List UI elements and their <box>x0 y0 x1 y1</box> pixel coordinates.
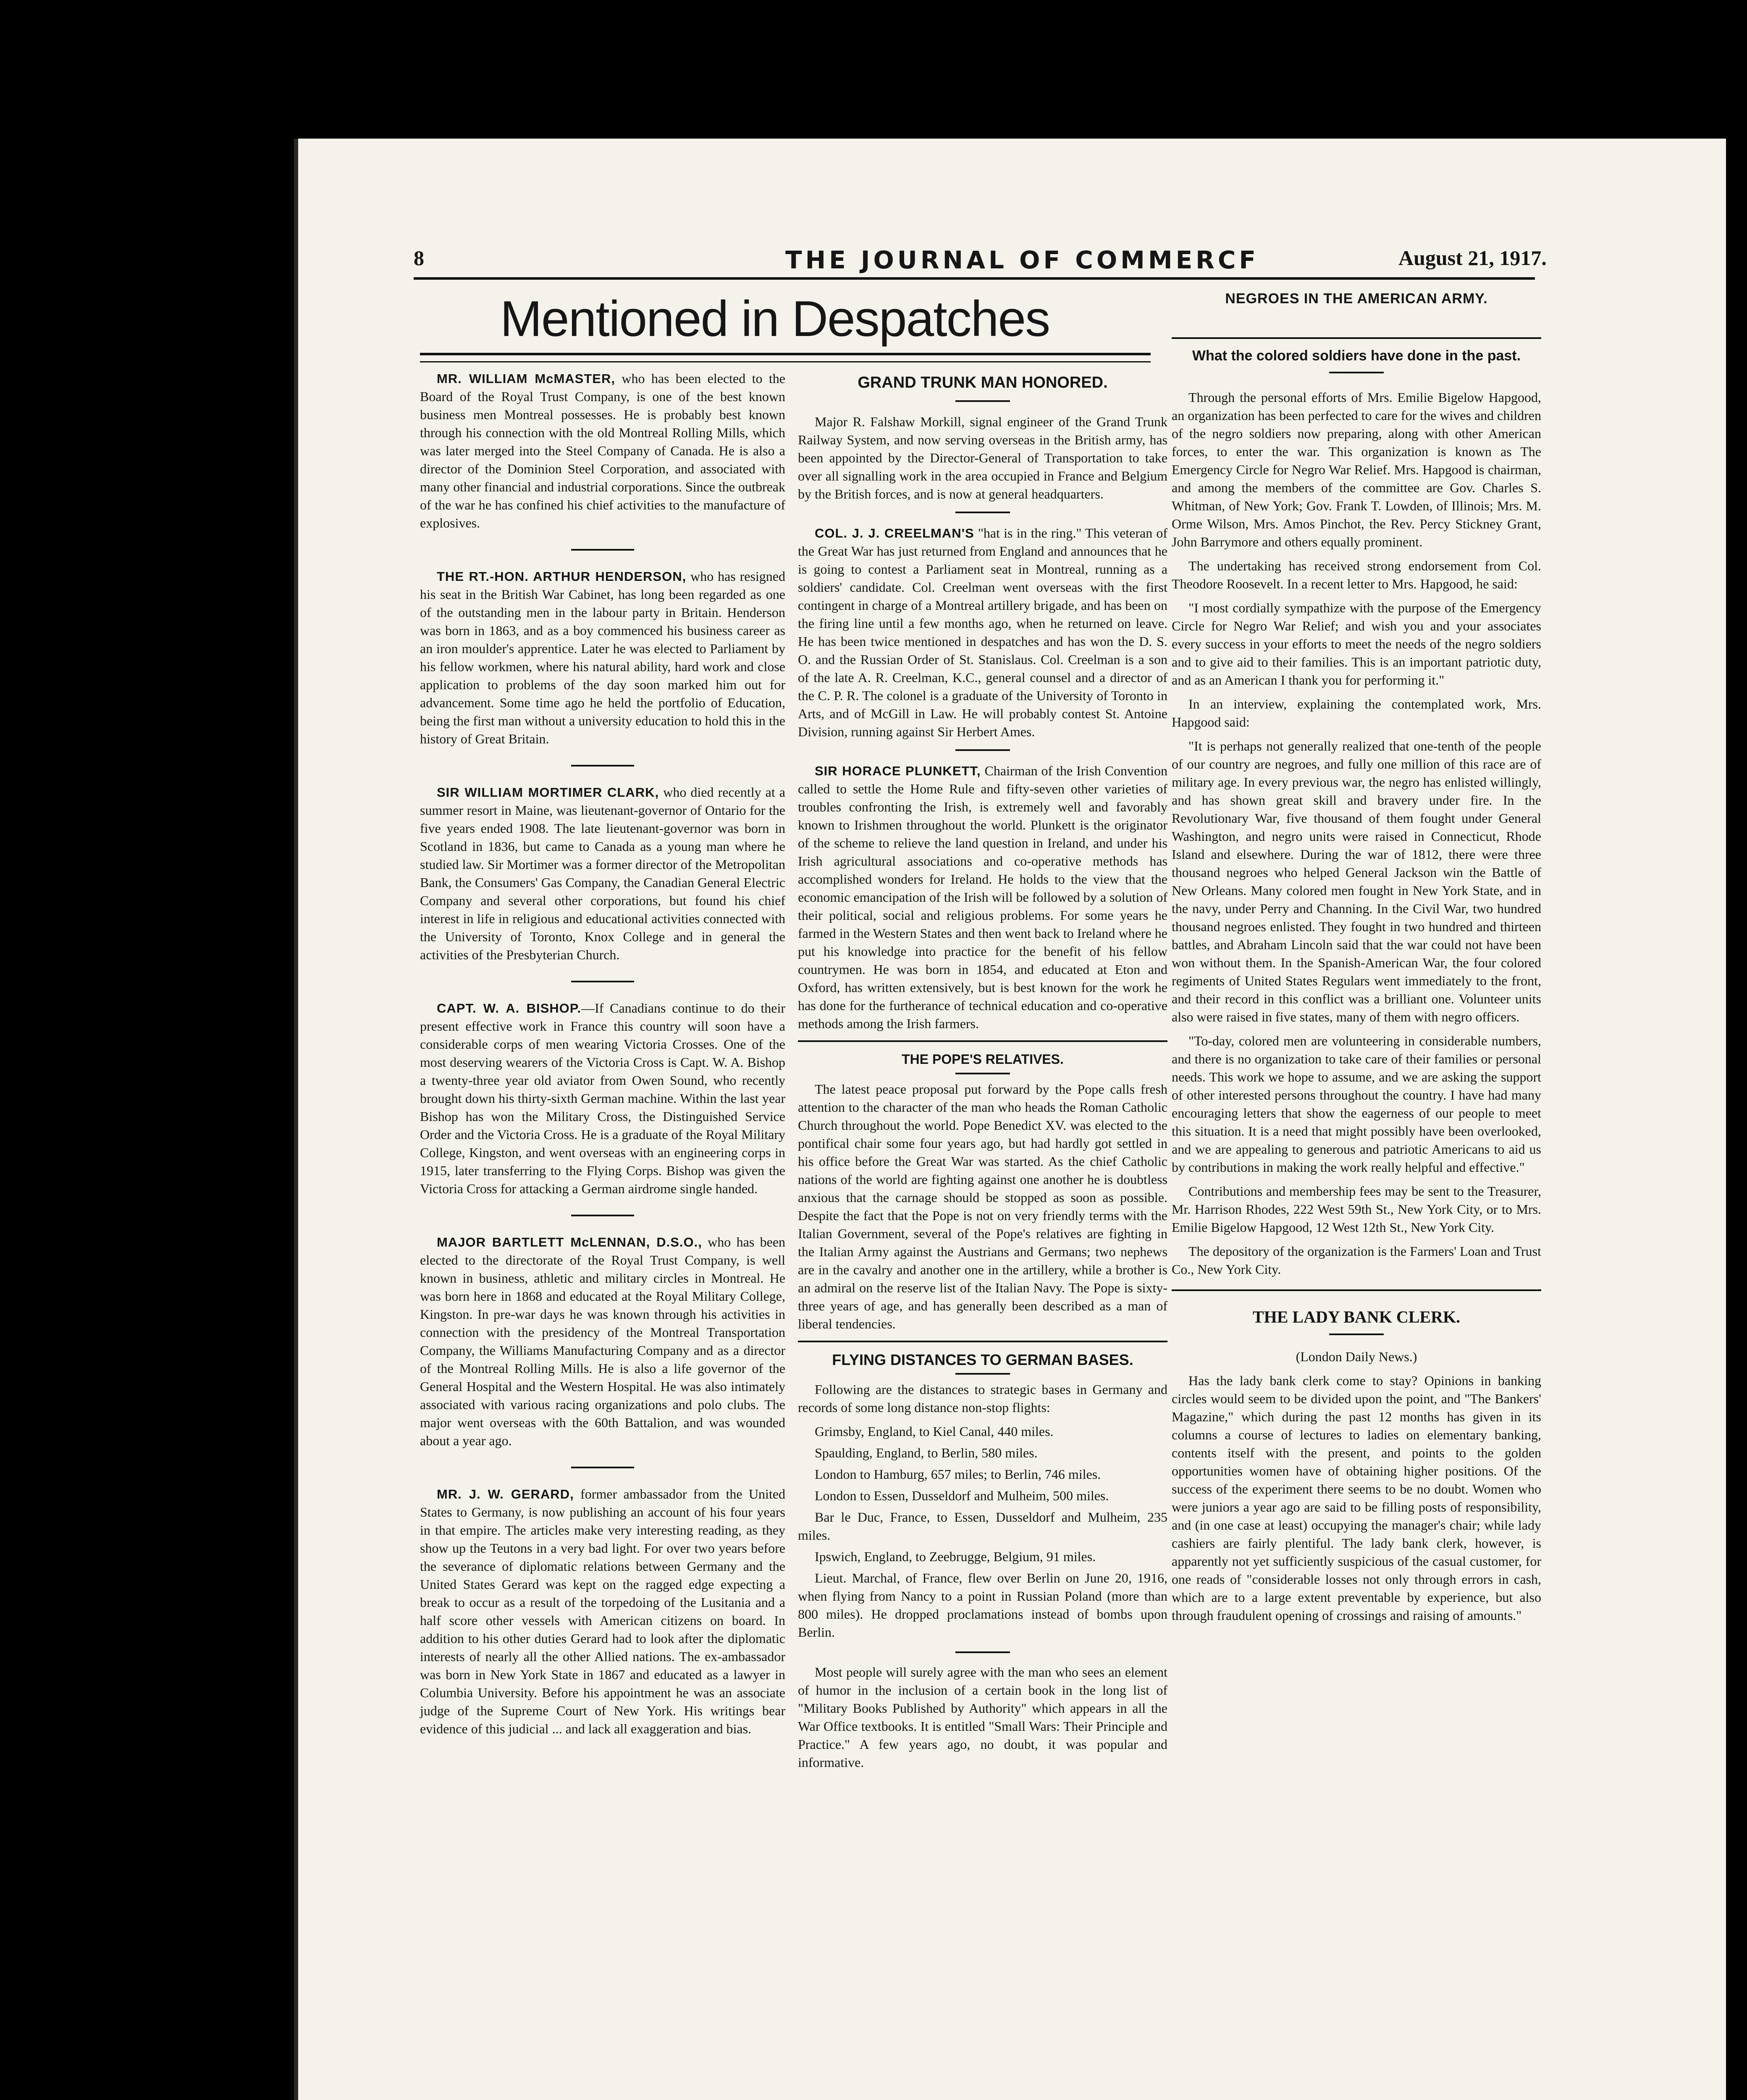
list-item: London to Essen, Dusseldorf and Mulheim, 500 miles. <box>815 1488 1109 1503</box>
mentioned-rule <box>420 353 1151 362</box>
journal-title: THE JOURNAL OF COMMERCF <box>785 246 1259 274</box>
separator <box>571 549 634 551</box>
item-text: —If Canadians continue to do their present effective work in France this country will soon have a considerable corps of men wearing Victoria Crosses. One of the most deserving wearers of the Victoria Cross is Capt. W. A. Bishop a twenty-three year old aviator from Owen Sound, who recently brought down his thirty-sixth German machine. Within the last year Bishop has won the Military Cross, the Distinguished Service Order and the Victoria Cross. He is a graduate of the Royal Military College, Kingston, and went overseas with an engineering corps in 1915, later transferring to the Flying Corps. Bishop was given the Victoria Cross for attacking a German airdrome single handed. <box>420 1000 786 1196</box>
separator <box>955 1373 1010 1375</box>
negroes-subheading: What the colored soldiers have done in the past. <box>1192 348 1521 364</box>
item-text: "hat is in the ring." This veteran of the Great War has just returned from England and announces that he is going to contest a Parliament seat in Montreal, running as a soldiers' candidate. Col. Creelman went overseas with the first contingent in charge of a Montreal artillery brigade, and has been on the firing line until a few months ago, when he returned on leave. He has been twice mentioned in despatches and has won the D. S. O. and the Russian Order of St. Stanislaus. Col. Creelman is a son of the late A. R. Creelman, K.C., general counsel and a director of the C. P. R. The colonel is a graduate of the University of Toronto in Arts, and of McGill in Law. He will probably contest St. Antoine Division, running against Sir Herbert Ames. <box>798 525 1168 739</box>
item-text: who has resigned his seat in the British War Cabinet, has long been regarded as one of the outstanding men in the labour party in Britain. Henderson was born in 1863, and as a boy commenced his business career as an iron moulder's apprentice. Later he was elected to Parliament by his fellow workmen, where his natural ability, hard work and close application to problems of the day soon marked him out for advancement. Some time ago he held the portfolio of Education, being the first man without a university education to hold this in the history of Great Britain. <box>420 569 785 746</box>
grand-trunk-heading: GRAND TRUNK MAN HONORED. <box>858 374 1108 391</box>
list-item: Spaulding, England, to Berlin, 580 miles. <box>815 1445 1038 1460</box>
item-lead: CAPT. W. A. BISHOP. <box>437 1001 582 1016</box>
separator <box>955 1073 1010 1074</box>
column-right <box>1172 286 1541 1630</box>
flying-list <box>798 1423 1167 1641</box>
item-lead: THE RT.-HON. ARTHUR HENDERSON, <box>437 569 687 584</box>
mentioned-title: Mentioned in Despatches <box>500 291 1050 347</box>
list-item: Ipswich, England, to Zeebrugge, Belgium, 91 miles. <box>815 1549 1096 1564</box>
separator <box>571 1467 634 1468</box>
separator <box>955 749 1010 751</box>
item-text: Chairman of the Irish Convention called to settle the Home Rule and fifty-seven other varieties of troubles confronting the Irish, is extremely well and favorably known to Irishmen throughout the world. Plunkett is the originator of the scheme to relieve the land question in Ireland, and under his Irish agricultural associations and co-operative methods has accomplished wonders for Ireland. He holds to the view that the economic emancipation of the Irish will be followed by a solution of their political, social and religious problems. For some years he farmed in the Western States and then went back to Ireland where he put his knowledge into practice for the benefit of his fellow countrymen. He was born in 1854, and educated at Eton and Oxford, has written extensively, but is best known for the work he has done for the furtherance of technical education and co-operative methods among the Irish farmers. <box>798 763 1168 1031</box>
lady-clerk-heading: THE LADY BANK CLERK. <box>1252 1307 1461 1326</box>
list-item: Bar le Duc, France, to Essen, Dusseldorf and Mulheim, 235 miles. <box>798 1509 1167 1543</box>
grand-trunk-paragraph: Major R. Falshaw Morkill, signal engineer of the Grand Trunk Railway System, and now serving overseas in the British army, has been appointed by the Director-General of Transportation to take over all signalling work in the area occupied in France and Belgium by the British forces, and is now at general headquarters. <box>798 414 1167 501</box>
pope-heading: THE POPE'S RELATIVES. <box>902 1052 1064 1067</box>
quote-paragraph: "It is perhaps not generally realized that one-tenth of the people of our country are negroes, and fully one million of this race are of military age. In every previous war, the negro has enlisted willingly, and has shown great skill and bravery under fire. In the Revolutionary War, five thousand of them fought under General Washington, and negro units were raised in Connecticut, Rhode Island and elsewhere. During the war of 1812, there were three thousand negroes who helped General Jackson win the Battle of New Orleans. Many colored men fought in New York State, and in the navy, under Perry and Channing. In the Civil War, two hundred thousand negroes enlisted. They fought in two hundred and thirteen battles, and Abraham Lincoln said that the war could not have been won without them. In the Spanish-American War, the four colored regiments of United States Regulars went immediately to the front, and their record in this conflict was a brilliant one. Volunteer units also were raised in five states, many of them with negro officers. <box>1172 738 1541 1024</box>
item-lead: MR. J. W. GERARD, <box>437 1487 574 1502</box>
section-rule <box>798 1341 1167 1342</box>
negroes-p3: In an interview, explaining the contemplated work, Mrs. Hapgood said: <box>1172 696 1541 730</box>
separator <box>955 512 1010 513</box>
separator <box>1329 372 1384 373</box>
quote-paragraph: "To-day, colored men are volunteering in considerable numbers, and there is no organization to take care of their families or personal needs. This work we hope to assume, and we are asking the support of other interested persons throughout the country. I have had many encouraging letters that show the eagerness of our people to meet this situation. It is a need that might possibly have been overlooked, and we are appealing to generous and patriotic Americans to aid us by contributions in making the work really helpful and effective." <box>1172 1033 1541 1175</box>
creelman-item <box>798 524 1167 741</box>
hapgood-quote <box>1172 737 1541 1176</box>
negroes-p2: The undertaking has received strong endorsement from Col. Theodore Roosevelt. In a recent letter to Mrs. Hapgood, he said: <box>1172 558 1541 591</box>
flying-intro: Following are the distances to strategic bases in Germany and records of some long distance non-stop flights: <box>798 1382 1167 1415</box>
item-lead: MAJOR BARTLETT McLENNAN, D.S.O., <box>437 1235 702 1250</box>
separator <box>1329 1334 1384 1335</box>
flying-closing: Most people will surely agree with the man who sees an element of humor in the inclusion of a certain book in the long list of "Military Books Published by Authority" which appears in all the War Office textbooks. It is entitled "Small Wars: Their Principle and Practice." A few years ago, no doubt, it was popular and informative. <box>798 1664 1167 1770</box>
list-item: Lieut. Marchal, of France, flew over Berlin on June 20, 1916, when flying from Nancy to a point in Russian Poland (more than 800 miles). He dropped proclamations instead of bombs upon Berlin. <box>798 1570 1167 1640</box>
section-rule <box>1172 337 1541 339</box>
negroes-p5: The depository of the organization is the Farmers' Loan and Trust Co., New York City. <box>1172 1244 1541 1277</box>
item-text: former ambassador from the United States to Germany, is now publishing an account of his four years in that empire. The articles make very interesting reading, as they show up the Teutons in a very bad light. For over two years before the severance of diplomatic relations between Germany and the United States Gerard was kept on the ragged edge expecting a break to occur as a result of the torpedoing of the Lusitania and a half score other vessels with American citizens on board. In addition to his other duties Gerard had to look after the diplomatic interests of nearly all the other Allied nations. The ex-ambassador was born in New York State in 1867 and educated as a lawyer in Columbia University. Before his appointment he was an associate judge of the Supreme Court of New York. His writings bear evidence of this judicial ... and lack all exaggeration and bias. <box>420 1486 785 1736</box>
separator <box>571 765 634 766</box>
item-text: who has been elected to the Board of the Royal Trust Company, is one of the best known business men Montreal possesses. He is probably best known through his connection with the old Montreal Rolling Mills, which was later merged into the Steel Company of Canada. He is also a director of the Dominion Steel Corporation, and associated with many other financial and industrial corporations. Since the outbreak of the war he has confined his chief activities to the manufacture of explosives. <box>420 371 786 530</box>
item-text: who has been elected to the directorate of the Royal Trust Company, is well known in business, athletic and military circles in Montreal. He was born here in 1868 and educated at the Royal Military College, Kingston. In pre-war days he was known through his activities in connection with the presidency of the Montreal Transportation Company, the Williams Manufacturing Company and as a director of the Montreal Rolling Mills. He is also a life governor of the General Hospital and the Western Hospital. He was also intimately associated with various racing organizations and polo clubs. The major went overseas with the 60th Battalion, and was wounded about a year ago. <box>420 1234 786 1448</box>
lady-clerk-source: (London Daily News.) <box>1296 1349 1417 1364</box>
negroes-p4: Contributions and membership fees may be sent to the Treasurer, Mr. Harrison Rhodes, 222 West 59th St., New York City, or to Mrs. Emilie Bigelow Hapgood, 12 West 12th St., New York City. <box>1172 1184 1541 1235</box>
item-lead: SIR HORACE PLUNKETT, <box>815 764 981 778</box>
item-mcmaster <box>420 370 785 532</box>
item-clark <box>420 783 785 964</box>
negroes-heading: NEGROES IN THE AMERICAN ARMY. <box>1225 291 1488 307</box>
issue-date: August 21, 1917. <box>1398 246 1547 270</box>
lady-clerk-paragraph: Has the lady bank clerk come to stay? Opinions in banking circles would seem to be divided upon the point, and "The Bankers' Magazine," which during the past 12 months has given in its columns a course of lectures to ladies on elementary banking, contents itself with the present, and points to the golden opportunities women have of obtaining higher positions. Of the success of the experiment there seems to be no doubt. Women who were juniors a year ago are said to be filling posts of responsibility, and (in one case at least) occupying the manager's chair; while lady cashiers are fairly plentiful. The lady bank clerk, however, is apparently not yet sufficiently suspicious of the casual customer, for one reads of "considerable losses not only through errors in cash, which are to a large extent preventable by experience, but also through fraudulent opening of crossings and raising of amounts." <box>1172 1373 1541 1623</box>
page-number: 8 <box>414 246 424 270</box>
quote-paragraph: "I most cordially sympathize with the purpose of the Emergency Circle for Negro War Relief; and wish you and your associates every success in your efforts to meet the needs of the negro soldiers and to give aid to their families. This is an important patriotic duty, and as an American I thank you for performing it." <box>1172 600 1541 688</box>
pope-paragraph: The latest peace proposal put forward by the Pope calls fresh attention to the character of the man who heads the Roman Catholic Church throughout the world. Pope Benedict XV. was elected to the pontifical chair some four years ago, but had hardly got settled in his office before the Great War was started. As the chief Catholic nations of the world are fighting against one another he is doubtless anxious that the carnage should be stopped as soon as possible. Despite the fact that the Pope is not on very friendly terms with the Italian Government, several of the Pope's relatives are fighting in the Italian Army against the Austrians and Germans; two nephews are in the cavalry and another one in the artillery, while a brother is an admiral on the reserve list of the Italian Navy. The Pope is sixty-three years of age, and has generally been described as a man of liberal tendencies. <box>798 1082 1167 1331</box>
masthead-rule <box>414 277 1535 280</box>
item-lead: MR. WILLIAM McMASTER, <box>437 371 615 386</box>
item-mclennan <box>420 1233 785 1450</box>
item-lead: COL. J. J. CREELMAN'S <box>815 526 974 541</box>
flying-heading: FLYING DISTANCES TO GERMAN BASES. <box>832 1351 1133 1368</box>
plunkett-item <box>798 762 1167 1033</box>
section-rule <box>1172 1289 1541 1291</box>
roosevelt-quote <box>1172 599 1541 689</box>
negroes-p1: Through the personal efforts of Mrs. Emilie Bigelow Hapgood, an organization has been perfected to care for the wives and children of the negro soldiers now preparing, along with other American forces, to enter the war. This organization is known as The Emergency Circle for Negro War Relief. Mrs. Hapgood is chairman, and among the members of the committee are Gov. Charles S. Whitman, of New York; Gov. Frank T. Lowden, of Illinois; Mrs. M. Orme Wilson, Mrs. Amos Pinchot, the Rev. Percy Stickney Grant, John Barrymore and others equally prominent. <box>1172 390 1541 549</box>
item-text: who died recently at a summer resort in Maine, was lieutenant-governor of Ontario for the five years ended 1908. The late lieutenant-governor was born in Scotland in 1836, but came to Canada as a young man where he studied law. Sir Mortimer was a former director of the Metropolitan Bank, the Consumers' Gas Company, the Canadian General Electric Company and several other corporations, but found his chief interest in life in religious and educational activities connected with the University of Toronto, Knox College and in general the activities of the Presbyterian Church. <box>420 785 785 962</box>
section-rule <box>798 1040 1167 1042</box>
column-mentioned <box>420 370 785 1744</box>
separator <box>955 400 1010 402</box>
list-item: London to Hamburg, 657 miles; to Berlin, 746 miles. <box>815 1467 1101 1482</box>
separator <box>571 981 634 982</box>
item-henderson <box>420 567 785 748</box>
item-lead: SIR WILLIAM MORTIMER CLARK, <box>437 785 659 800</box>
separator <box>955 1651 1010 1653</box>
item-gerard <box>420 1485 785 1738</box>
column-middle <box>798 370 1167 1777</box>
item-bishop <box>420 999 785 1198</box>
list-item: Grimsby, England, to Kiel Canal, 440 miles. <box>815 1424 1054 1439</box>
separator <box>571 1215 634 1216</box>
